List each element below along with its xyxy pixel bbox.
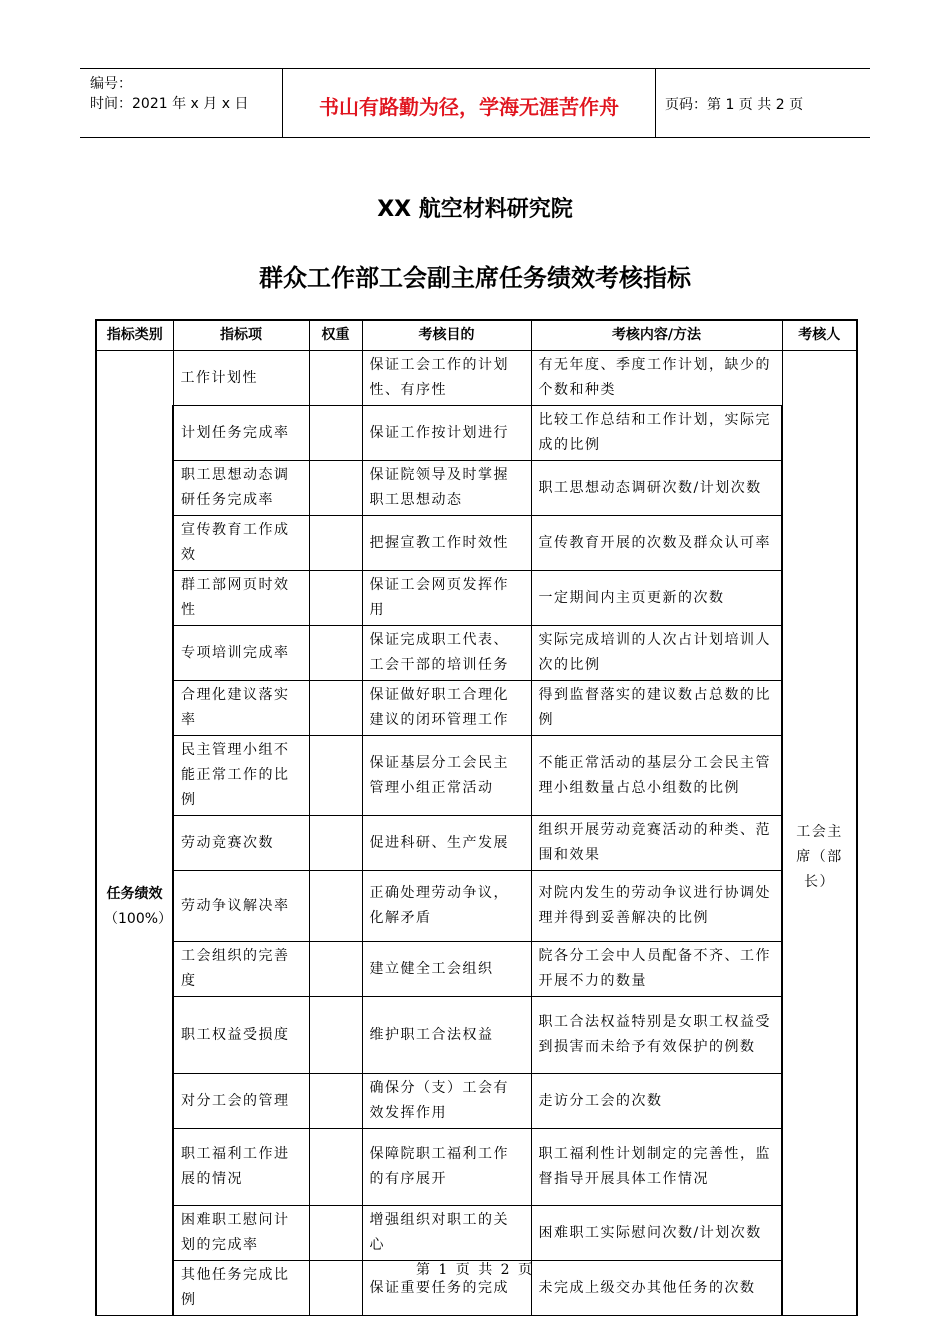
table-row	[96, 626, 857, 681]
table-row	[96, 461, 857, 516]
indicator-item-cell: 群工部网页时效性	[173, 571, 309, 626]
category-cell	[96, 351, 173, 1316]
table-row	[96, 736, 857, 816]
column-header-category: 指标类别	[96, 320, 173, 351]
kpi-table	[95, 319, 858, 1316]
method-cell: 宣传教育开展的次数及群众认可率	[531, 516, 782, 571]
method-cell: 有无年度、季度工作计划，缺少的个数和种类	[531, 351, 782, 406]
goal-cell: 正确处理劳动争议，化解矛盾	[362, 871, 531, 942]
method-cell: 未完成上级交办其他任务的次数	[531, 1261, 782, 1316]
indicator-item-cell: 职工权益受损度	[173, 997, 309, 1074]
goal-cell: 保证工会工作的计划性、有序性	[362, 351, 531, 406]
goal-cell: 建立健全工会组织	[362, 942, 531, 997]
method-cell: 实际完成培训的人次占计划培训人次的比例	[531, 626, 782, 681]
goal-cell: 保证工会网页发挥作用	[362, 571, 531, 626]
header-page-number: 页码：第 1 页 共 2 页	[665, 97, 804, 113]
indicator-item-cell: 合理化建议落实率	[173, 681, 309, 736]
column-header-weight: 权重	[309, 320, 362, 351]
goal-cell: 保证做好职工合理化建议的闭环管理工作	[362, 681, 531, 736]
weight-cell	[309, 626, 362, 681]
indicator-item-cell: 职工福利工作进展的情况	[173, 1129, 309, 1206]
method-cell: 走访分工会的次数	[531, 1074, 782, 1129]
goal-cell: 保障院职工福利工作的有序展开	[362, 1129, 531, 1206]
weight-cell	[309, 997, 362, 1074]
method-cell: 困难职工实际慰问次数/计划次数	[531, 1206, 782, 1261]
reviewer-cell: 工会主席（部长）	[782, 351, 857, 1316]
table-row	[96, 871, 857, 942]
column-header-goal: 考核目的	[362, 320, 531, 351]
column-header-method: 考核内容/方法	[531, 320, 782, 351]
indicator-item-cell: 职工思想动态调研任务完成率	[173, 461, 309, 516]
weight-cell	[309, 516, 362, 571]
page-footer: 第 1 页 共 2 页	[415, 1262, 535, 1278]
method-cell: 职工福利性计划制定的完善性，监督指导开展具体工作情况	[531, 1129, 782, 1206]
kpi-table-body	[96, 351, 857, 1316]
weight-cell	[309, 942, 362, 997]
header-motto-cell	[282, 69, 656, 137]
weight-cell	[309, 681, 362, 736]
method-cell: 一定期间内主页更新的次数	[531, 571, 782, 626]
table-row	[96, 1206, 857, 1261]
weight-cell	[309, 1206, 362, 1261]
weight-cell	[309, 816, 362, 871]
weight-cell	[309, 571, 362, 626]
indicator-item-cell: 工会组织的完善度	[173, 942, 309, 997]
indicator-item-cell: 劳动争议解决率	[173, 871, 309, 942]
goal-cell: 促进科研、生产发展	[362, 816, 531, 871]
weight-cell	[309, 736, 362, 816]
weight-cell	[309, 461, 362, 516]
method-cell: 组织开展劳动竞赛活动的种类、范围和效果	[531, 816, 782, 871]
method-cell: 不能正常活动的基层分工会民主管理小组数量占总小组数的比例	[531, 736, 782, 816]
table-header-row	[96, 320, 857, 351]
motto-text: 书山有路勤为径，学海无涯苦作舟	[319, 95, 619, 119]
table-row	[96, 681, 857, 736]
indicator-item-cell: 劳动竞赛次数	[173, 816, 309, 871]
indicator-item-cell: 其他任务完成比例	[173, 1261, 309, 1316]
goal-cell: 保证完成职工代表、工会干部的培训任务	[362, 626, 531, 681]
weight-cell	[309, 351, 362, 406]
table-row	[96, 571, 857, 626]
document-number-label: 编号：	[90, 76, 132, 92]
goal-cell: 保证重要任务的完成	[362, 1261, 531, 1316]
table-row	[96, 816, 857, 871]
method-cell: 职工思想动态调研次数/计划次数	[531, 461, 782, 516]
document-title: 群众工作部工会副主席任务绩效考核指标	[259, 264, 691, 292]
goal-cell: 确保分（支）工会有效发挥作用	[362, 1074, 531, 1129]
weight-cell	[309, 406, 362, 461]
indicator-item-cell: 计划任务完成率	[173, 406, 309, 461]
weight-cell	[309, 1074, 362, 1129]
table-row	[96, 942, 857, 997]
indicator-item-cell: 困难职工慰问计划的完成率	[173, 1206, 309, 1261]
table-row	[96, 406, 857, 461]
weight-cell	[309, 1129, 362, 1206]
goal-cell: 保证院领导及时掌握职工思想动态	[362, 461, 531, 516]
document-date: 时间：2021 年 x 月 x 日	[90, 96, 249, 112]
table-row	[96, 516, 857, 571]
table-row	[96, 1129, 857, 1206]
method-cell: 职工合法权益特别是女职工权益受到损害而未给予有效保护的例数	[531, 997, 782, 1074]
goal-cell: 增强组织对职工的关心	[362, 1206, 531, 1261]
organization-title: XX 航空材料研究院	[377, 197, 573, 222]
header-page-cell	[655, 69, 870, 137]
goal-cell: 把握宣教工作时效性	[362, 516, 531, 571]
indicator-item-cell: 对分工会的管理	[173, 1074, 309, 1129]
method-cell: 院各分工会中人员配备不齐、工作开展不力的数量	[531, 942, 782, 997]
header-meta	[80, 69, 282, 137]
table-row	[96, 351, 857, 406]
indicator-item-cell: 民主管理小组不能正常工作的比例	[173, 736, 309, 816]
goal-cell: 维护职工合法权益	[362, 997, 531, 1074]
method-cell: 比较工作总结和工作计划，实际完成的比例	[531, 406, 782, 461]
indicator-item-cell: 工作计划性	[173, 351, 309, 406]
category-percent: （100%）	[104, 911, 173, 927]
goal-cell: 保证基层分工会民主管理小组正常活动	[362, 736, 531, 816]
method-cell: 得到监督落实的建议数占总数的比例	[531, 681, 782, 736]
goal-cell: 保证工作按计划进行	[362, 406, 531, 461]
page-header	[80, 68, 870, 138]
table-row	[96, 1074, 857, 1129]
category-label: 任务绩效	[106, 886, 163, 902]
table-row	[96, 997, 857, 1074]
indicator-item-cell: 专项培训完成率	[173, 626, 309, 681]
indicator-item-cell: 宣传教育工作成效	[173, 516, 309, 571]
method-cell: 对院内发生的劳动争议进行协调处理并得到妥善解决的比例	[531, 871, 782, 942]
weight-cell	[309, 871, 362, 942]
column-header-item: 指标项	[173, 320, 309, 351]
column-header-reviewer: 考核人	[782, 320, 857, 351]
